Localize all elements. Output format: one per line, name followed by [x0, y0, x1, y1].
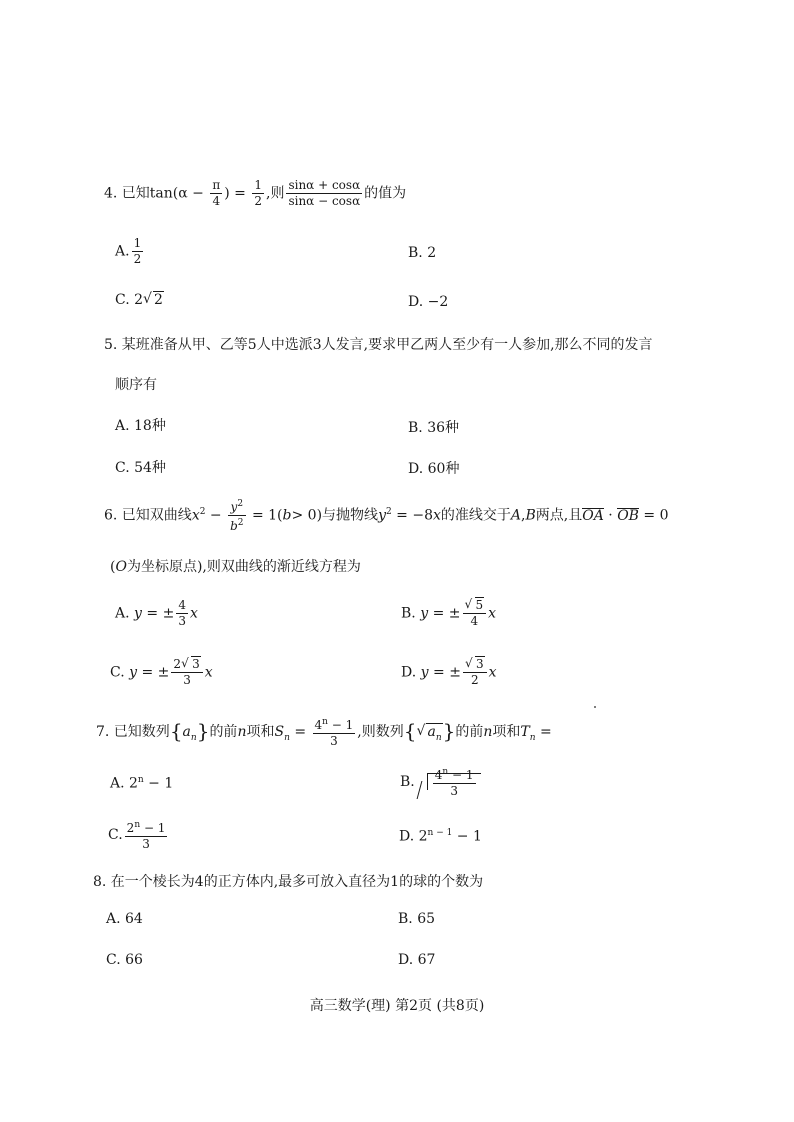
q7-option-c: C. $\frac{2^n - 1}{3}$	[108, 820, 166, 851]
q6-y2-over-b2: $\frac{y^2}{b^2}$	[230, 499, 244, 533]
q4-pi-over-4: $\frac{\pi}{4}$	[212, 178, 221, 208]
question-8: 8. 在一个棱长为4的正方体内,最多可放入直径为1的球的个数为	[93, 874, 484, 890]
page-footer: 高三数学(理) 第2页 (共8页)	[309, 998, 485, 1014]
q4-option-c: C. 2√ 2	[115, 292, 164, 308]
question-7: 7. 已知数列$\{a_n\}$的前n项和$S_n$ = $\frac{4^n - 1}{3}$ ,则数列{√ $a_n$}的前n项和$T_n$ =	[96, 715, 552, 749]
q8-option-d: D. 67	[398, 952, 436, 968]
q8-option-b: B. 65	[398, 911, 436, 927]
vector-ob: OB	[617, 507, 639, 524]
q5-option-a: A. 18种	[115, 418, 166, 434]
q5-option-b: B. 36种	[408, 420, 460, 436]
q4-ratio: $\frac{\sin\alpha + \cos\alpha}{\sin\alpha - \cos\alpha}$	[288, 178, 361, 208]
vector-oa: OA	[582, 507, 604, 524]
q4-a-frac: $\frac{1}{2}$	[133, 236, 142, 266]
question-5-line-2: 顺序有	[115, 377, 157, 393]
q6-option-a: A. y = ± $\frac{4}{3}$ x	[115, 598, 198, 628]
q6-option-d: D. y = ± √ $\frac{3}{2}$ x	[401, 657, 496, 688]
q8-option-a: A. 64	[106, 911, 143, 927]
scan-speck	[594, 706, 596, 708]
q4-option-b: B. 2	[408, 245, 437, 261]
q5-option-c: C. 54种	[115, 460, 166, 476]
q7-sn-fraction: $\frac{4^n - 1}{3}$	[314, 717, 354, 748]
q5-option-d: D. 60种	[408, 461, 460, 477]
q4-option-d: D. −2	[408, 294, 449, 310]
question-6-line-2: (O为坐标原点),则双曲线的渐近线方程为	[110, 559, 361, 575]
q8-option-c: C. 66	[106, 952, 143, 968]
q6-option-c: C. y = ± $\frac{2√ 3}{3}$ x	[110, 657, 213, 688]
question-5-line-1: 5. 某班准备从甲、乙等5人中选派3人发言,要求甲乙两人至少有一人参加,那么不同的发言	[104, 337, 653, 353]
q4-option-a: A. $\frac{1}{2}$	[115, 236, 142, 266]
q7-option-d: D. $2^{n - 1} - 1$	[399, 828, 482, 845]
question-4: 4. 已知tan(α − $\frac{\pi}{4}$ ) = $\frac{1}{2}$ ,则 $\frac{\sin\alpha + \cos\alpha}{\sin\alpha - \cos\alpha}$ 的值为	[104, 178, 407, 208]
q4-one-half: $\frac{1}{2}$	[254, 178, 262, 208]
q7-option-a: A. 2$^n$ − 1	[110, 775, 174, 792]
question-6-line-1: 6. 已知双曲线$x^2$ − $\frac{y^2}{b^2}$ = 1(b> 0)与抛物线$y^2 = -8x$的准线交于A,B两点,且OA · OB = 0	[104, 499, 669, 533]
q7-option-b: B. $\frac{4^n - 1}{3}$	[400, 765, 481, 799]
q4-prefix: 4. 已知tan(α −	[104, 185, 204, 202]
q6-option-b: B. y = ± √ $\frac{5}{4}$ x	[401, 598, 496, 629]
